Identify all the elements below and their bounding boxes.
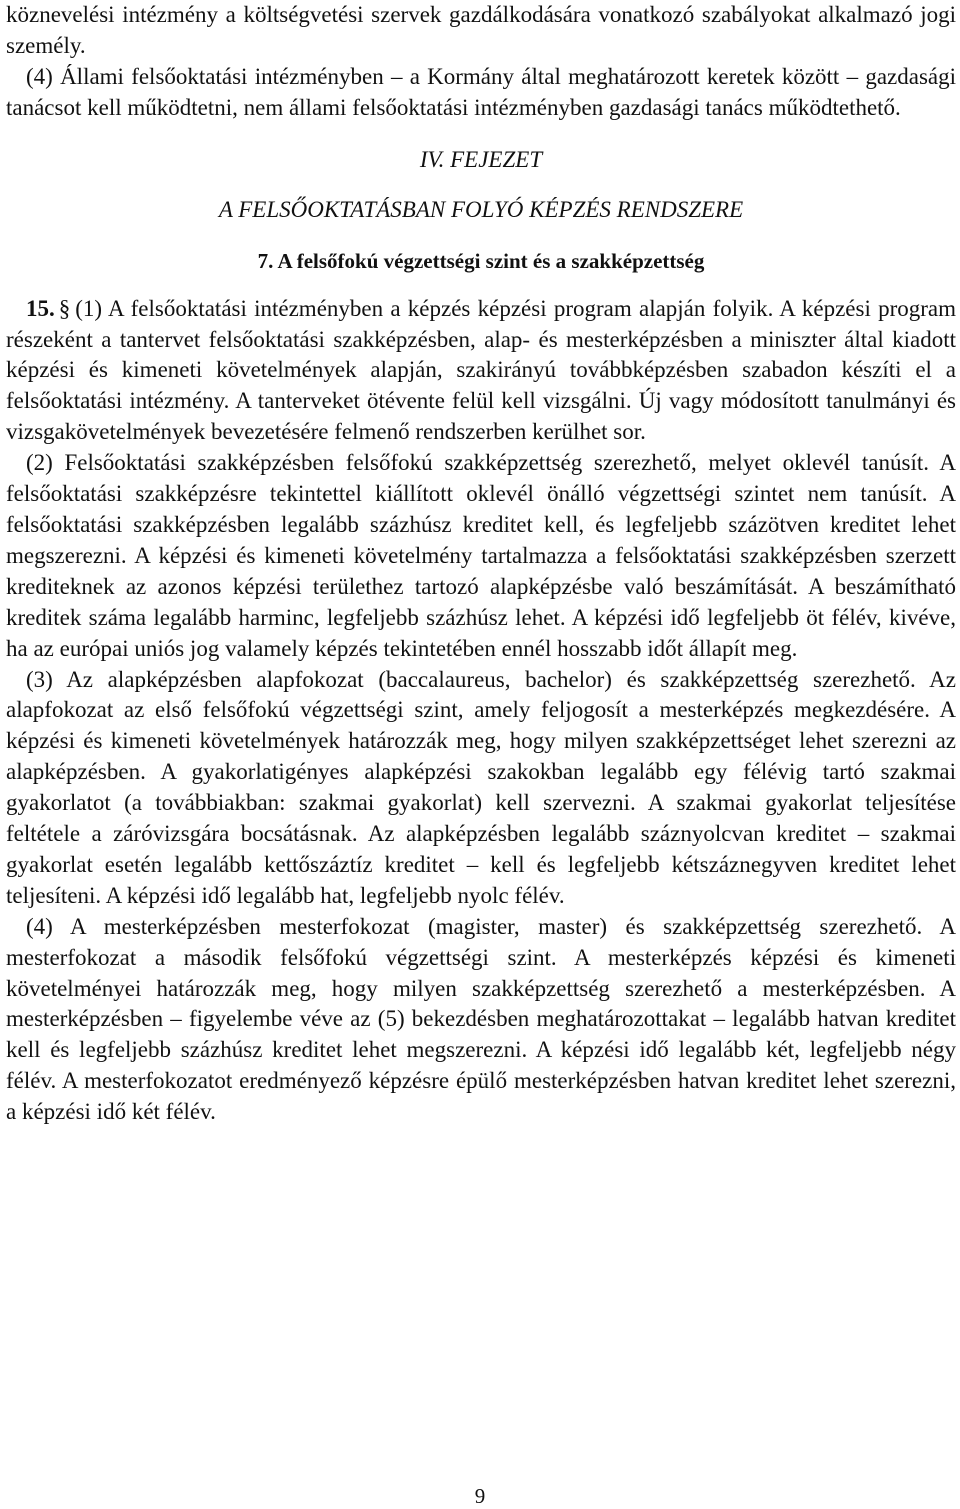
section-title: 7. A felsőfokú végzettségi szint és a szakképzettség bbox=[257, 248, 705, 273]
article-paragraph-4: (4) A mesterképzésben mesterfokozat (magister, master) és szakképzettség szerezhető. A mesterfokozat a második felsőfokú végzettségi szint. A mesterképzés képzési és kimeneti követelményei határozzák meg, hogy milyen szakképzettség szerezhető a mesterképzésben. A mesterképzésben – figyelembe véve az (5) bekezdésben meghatározottakat – legalább hatvan kreditet kell és legfeljebb százhúsz kreditet lehet megszerezni. A képzési idő legalább két, legfeljebb négy félév. A mesterfokozatot eredményező képzésre épülő mesterképzésben hatvan kreditet lehet szerezni, a képzési idő két félév. bbox=[6, 913, 956, 1125]
intro-continuation: köznevelési intézmény a költségvetési szervek gazdálkodására vonatkozó szabályokat alkalmazó jogi személy. bbox=[6, 2, 956, 58]
chapter-number: IV. FEJEZET bbox=[419, 146, 543, 172]
page-number: 9 bbox=[474, 1484, 486, 1508]
article-paragraph-3: (3) Az alapképzésben alapfokozat (baccalaureus, bachelor) és szakképzettség szerezhető. Az alapfokozat az első felsőfokú végzettségi szint, amely feljogosít a mesterképzés megkezdésére. A képzési és kimeneti követelmények határozzák meg, hogy milyen szakképzettséget lehet szerezni az alapképzésben. A gyakorlatigényes alapképzési szakokban legalább egy félévig tartó szakmai gyakorlatot (a továbbiakban: szakmai gyakorlat) kell szervezni. A szakmai gyakorlat teljesítése feltétele a záróvizsgára bocsátásnak. Az alapképzésben legalább száznyolcvan kreditet – szakmai gyakorlat esetén legalább kettőszáztíz kreditet – kell és legfeljebb kétszáznegyven kreditet lehet teljesíteni. A képzési idő legalább hat, legfeljebb nyolc félév. bbox=[6, 666, 956, 908]
article-paragraph-1 bbox=[6, 294, 956, 449]
document-page bbox=[6, 0, 956, 1128]
section-sign: § bbox=[58, 295, 71, 321]
article-paragraph-2: (2) Felsőoktatási szakképzésben felsőfokú szakképzettség szerezhető, melyet oklevél tanúsít. A felsőoktatási szakképzésre tekintettel kiállított oklevél önálló végzettségi szintet nem tanúsít. A felsőoktatási szakképzésben legalább százhúsz kreditet kell, és legfeljebb százötven kreditet lehet megszerezni. A képzési és kimeneti követelmény tartalmazza a felsőoktatási szakképzésben szerzett krediteknek az azonos képzési területhez tartozó alapképzésbe való beszámítását. A beszámítható kreditek száma legalább harminc, legfeljebb százhúsz lehet. A képzési idő legfeljebb öt félév, kivéve, ha az európai uniós jog valamely képzés tekintetében ennél hosszabb időt állapít meg. bbox=[6, 450, 956, 661]
article-paragraph-1-text: (1) A felsőoktatási intézményben a képzés képzési program alapján folyik. A képzési program részeként a tantervet felsőoktatási szakképzésben, alap- és mesterképzésben a miniszter által kiadott képzési és kimeneti követelmények alapján, szakirányú továbbképzésben szabadon készíti el a felsőoktatási intézmény. A tanterveket ötévente felül kell vizsgálni. Új vagy módosított tanulmányi és vizsgakövetelmények bevezetésére felmenő rendszerben kerülhet sor. bbox=[6, 295, 956, 445]
intro-paragraph-4: (4) Állami felsőoktatási intézményben – a Kormány által meghatározott keretek között – gazdasági tanácsot kell működtetni, nem állami felsőoktatási intézményben gazdasági tanács működtethető. bbox=[6, 63, 956, 120]
chapter-title: A FELSŐOKTATÁSBAN FOLYÓ KÉPZÉS RENDSZERE bbox=[218, 196, 744, 222]
article-number: 15. bbox=[26, 295, 55, 321]
